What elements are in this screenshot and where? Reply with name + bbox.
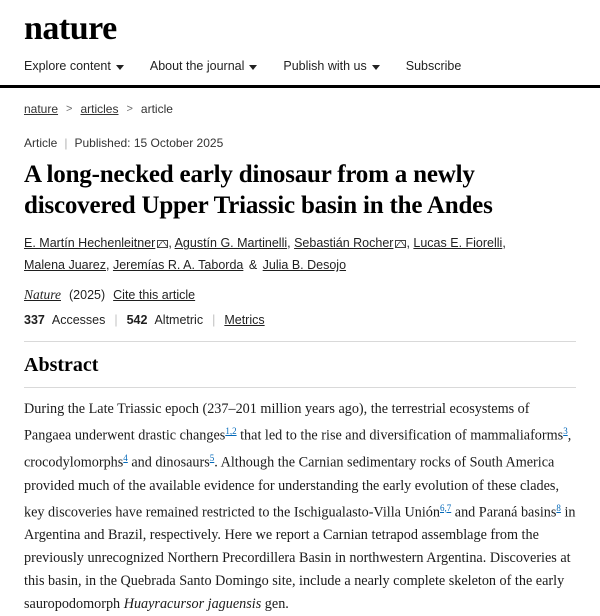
publication-year: (2025) (69, 288, 106, 303)
chevron-down-icon (372, 65, 380, 70)
abstract-seg-3: , crocodylomorphs (24, 427, 572, 471)
breadcrumb (0, 88, 600, 126)
article-metrics (24, 313, 576, 327)
meta-divider: | (64, 136, 68, 151)
citation-ref-6-7[interactable]: 6,7 (439, 502, 452, 513)
breadcrumb-item-nature[interactable]: nature (24, 102, 59, 117)
citation-ref-8[interactable]: 8 (556, 502, 561, 513)
nav-item-publish-with-us[interactable] (283, 57, 379, 75)
altmetric-count: 542 (126, 313, 148, 328)
page-title: A long-necked early dinosaur from a newly discovered Upper Triassic basin in the Andes (24, 161, 493, 219)
envelope-icon[interactable] (395, 240, 406, 248)
section-divider (24, 341, 576, 342)
chevron-down-icon (116, 65, 124, 70)
metrics-link[interactable]: Metrics (224, 313, 265, 328)
nav-item-explore-content[interactable] (24, 57, 124, 75)
nav-item-subscribe[interactable] (406, 57, 462, 75)
abstract-seg-7: in Argentina and Brazil, respectively. Here we report a Carnian tetrapod assemblage from the previously unrecognized Northern Precordillera Basin in northwestern Argentina. Discoveries at this basin, in the Quebrada Santo Domingo site, include a nearly complete skeleton of the early sauropodomorph (24, 504, 576, 613)
citation-ref-1[interactable]: 1,2 (225, 426, 237, 437)
nav-label-subscribe: Subscribe (405, 59, 462, 74)
author-link-7[interactable]: Julia B. Desojo (262, 258, 347, 273)
abstract-seg-8: gen. (261, 596, 289, 613)
journal-citation-line (24, 287, 576, 303)
author-link-1[interactable]: E. Martín Hechenleitner (24, 236, 156, 251)
nav-label-publish-with-us: Publish with us (283, 59, 367, 74)
author-conjunction: & (248, 258, 258, 273)
citation-ref-4[interactable]: 4 (123, 452, 128, 463)
journal-name-link[interactable]: Nature (24, 287, 61, 303)
breadcrumb-separator: > (66, 103, 73, 116)
abstract-heading: Abstract (24, 354, 99, 377)
author-link-2[interactable]: Agustín G. Martinelli (174, 236, 288, 251)
article-type: Article (24, 136, 58, 151)
author-link-5[interactable]: Malena Juarez (24, 258, 106, 273)
abstract-seg-1: During the Late Triassic epoch (237–201 million years ago), the terrestrial ecosystems of Pangaea underwent drastic changes (24, 401, 530, 444)
article-meta (24, 126, 576, 156)
abstract-divider (24, 387, 576, 388)
author-list: E. Martín Hechenleitner , Agustín G. Martinelli, Sebastián Rocher , Lucas E. Fiorelli, Malena Juarez, Jeremías R. A. Taborda & Julia B. Desojo (24, 236, 506, 273)
nature-logo[interactable]: nature (24, 10, 117, 47)
nav-label-explore-content: Explore content (24, 59, 111, 74)
nav-label-about-the-journal: About the journal (149, 59, 245, 74)
author-link-4[interactable]: Lucas E. Fiorelli (413, 236, 503, 251)
abstract-seg-4: and dinosaurs (127, 454, 210, 471)
article-published-date: Published: 15 October 2025 (74, 136, 224, 151)
citation-ref-3[interactable]: 3 (563, 426, 568, 437)
abstract-seg-2: that led to the rise and diversification of mammaliaforms (236, 427, 564, 444)
envelope-icon[interactable] (157, 240, 168, 248)
author-link-3[interactable]: Sebastián Rocher (294, 236, 394, 251)
breadcrumb-separator: > (126, 103, 133, 116)
primary-navigation (0, 51, 600, 88)
cite-this-article-link[interactable]: Cite this article (113, 288, 196, 303)
species-name: Huayracursor jaguensis (123, 596, 262, 613)
accesses-count: 337 (24, 313, 45, 328)
altmetric-label: Altmetric (154, 313, 204, 328)
nav-item-about-the-journal[interactable] (150, 57, 258, 75)
abstract-seg-5: . Although the Carnian sedimentary rocks of South America provided much of the available evidence for understanding the early evolution of these clades, key discoveries have remained restricted to the Ischigualasto-Villa Unión (24, 454, 559, 521)
metrics-divider: | (212, 313, 216, 328)
metrics-divider: | (114, 313, 118, 328)
citation-ref-5[interactable]: 5 (209, 452, 215, 463)
abstract-text (24, 398, 576, 616)
abstract-seg-6: and Paraná basins (451, 504, 557, 521)
author-link-6[interactable]: Jeremías R. A. Taborda (112, 258, 244, 273)
accesses-label: Accesses (51, 313, 106, 328)
breadcrumb-item-article: article (140, 102, 173, 117)
article-main (0, 126, 600, 616)
chevron-down-icon (249, 65, 257, 70)
breadcrumb-item-articles[interactable]: articles (80, 102, 119, 117)
site-masthead (0, 0, 600, 51)
